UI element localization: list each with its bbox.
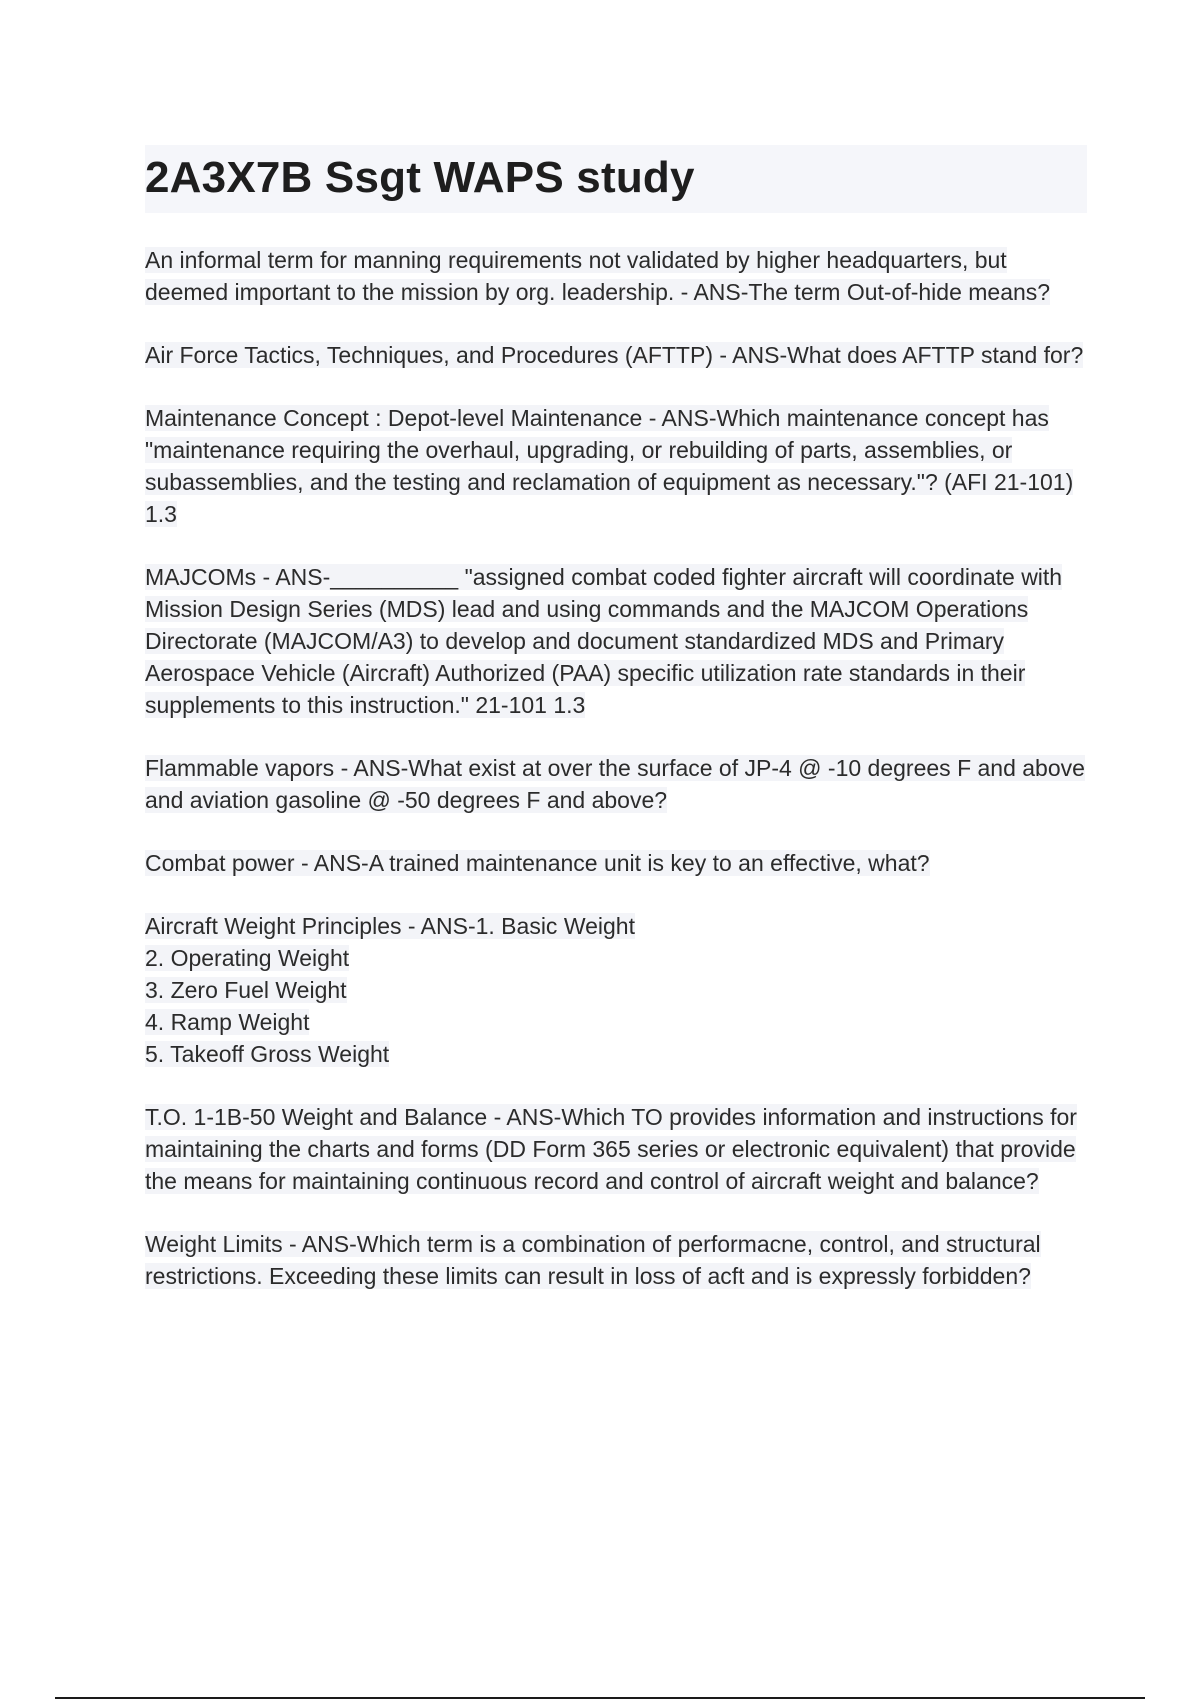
- qa-entry-text: T.O. 1-1B-50 Weight and Balance - ANS-Which TO provides information and instructions for maintaining the charts and forms (DD Form 365 series or electronic equivalent) that provide the means for maintaining continuous record and control of aircraft weight and balance?: [145, 1104, 1077, 1194]
- qa-entry: [145, 752, 1090, 816]
- document-title: 2A3X7B Ssgt WAPS study: [145, 153, 695, 202]
- document-body: [145, 244, 1090, 1323]
- list-line-text: 5. Takeoff Gross Weight: [145, 1041, 390, 1067]
- qa-entry-weight-principles: [145, 910, 1090, 1070]
- qa-entry: [145, 1228, 1090, 1292]
- qa-entry-text: Flammable vapors - ANS-What exist at over the surface of JP-4 @ -10 degrees F and above and aviation gasoline @ -50 degrees F and above?: [145, 755, 1085, 813]
- qa-entry: [145, 244, 1090, 308]
- list-line: [145, 974, 1090, 1006]
- list-line: [145, 1038, 1090, 1070]
- qa-entry-text: MAJCOMs - ANS-__________ "assigned combat coded fighter aircraft will coordinate with Mission Design Series (MDS) lead and using commands and the MAJCOM Operations Directorate (MAJCOM/A3) to develop and document standardized MDS and Primary Aerospace Vehicle (Aircraft) Authorized (PAA) specific utilization rate standards in their supplements to this instruction." 21-101 1.3: [145, 564, 1063, 718]
- qa-entry: [145, 402, 1090, 530]
- list-line-text: Aircraft Weight Principles - ANS-1. Basic Weight: [145, 913, 635, 939]
- list-line: [145, 910, 1090, 942]
- qa-entry-text: Air Force Tactics, Techniques, and Procedures (AFTTP) - ANS-What does AFTTP stand for?: [145, 342, 1084, 368]
- list-line-text: 2. Operating Weight: [145, 945, 350, 971]
- footer-divider: [55, 1697, 1145, 1699]
- qa-entry-text: Maintenance Concept : Depot-level Maintenance - ANS-Which maintenance concept has "maintenance requiring the overhaul, upgrading, or rebuilding of parts, assemblies, or subassemblies, and the testing and reclamation of equipment as necessary."? (AFI 21-101) 1.3: [145, 405, 1074, 527]
- qa-entry: [145, 339, 1090, 371]
- qa-entry: [145, 847, 1090, 879]
- qa-entry-text: An informal term for manning requirements not validated by higher headquarters, but deemed important to the mission by org. leadership. - ANS-The term Out-of-hide means?: [145, 247, 1051, 305]
- qa-entry-text: Weight Limits - ANS-Which term is a combination of performacne, control, and structural restrictions. Exceeding these limits can result in loss of acft and is expressly forbidden?: [145, 1231, 1041, 1289]
- list-line: [145, 1006, 1090, 1038]
- qa-entry: [145, 1101, 1090, 1197]
- list-line-text: 3. Zero Fuel Weight: [145, 977, 347, 1003]
- list-line-text: 4. Ramp Weight: [145, 1009, 310, 1035]
- qa-entry: [145, 561, 1090, 721]
- qa-entry-text: Combat power - ANS-A trained maintenance unit is key to an effective, what?: [145, 850, 930, 876]
- list-line: [145, 942, 1090, 974]
